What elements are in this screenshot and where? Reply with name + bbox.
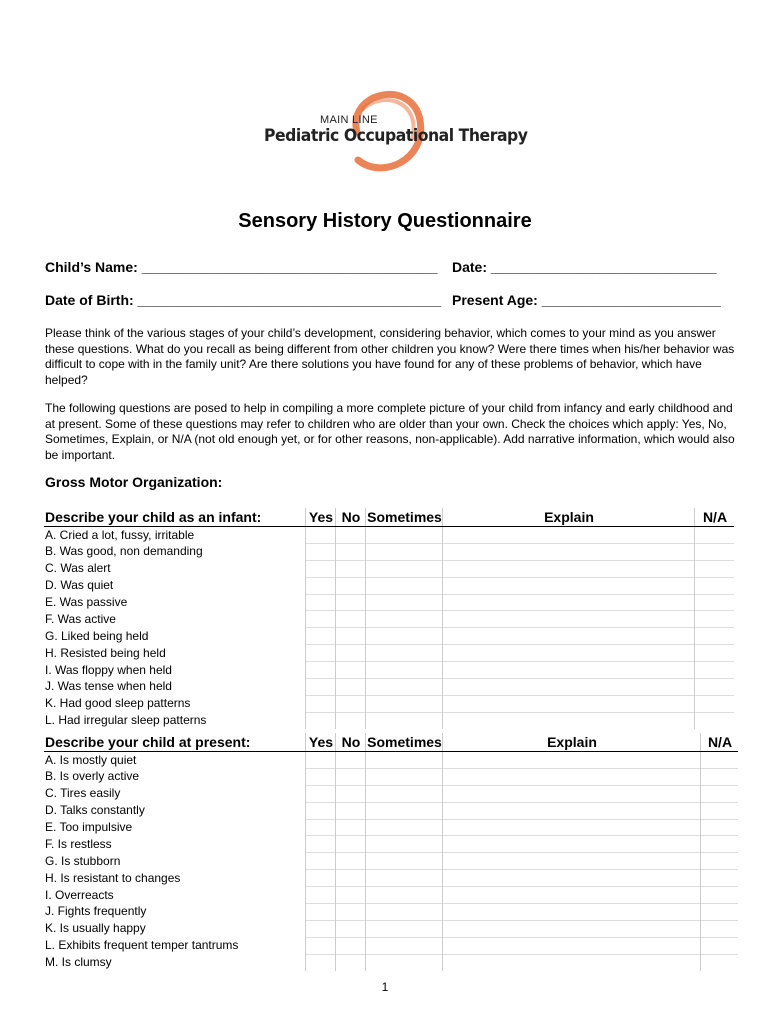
sometimes-cell[interactable] — [366, 594, 443, 611]
yes-cell[interactable] — [306, 645, 336, 662]
table-row — [44, 662, 734, 679]
na-cell[interactable] — [701, 853, 739, 870]
col-explain: Explain — [443, 508, 695, 527]
sometimes-cell[interactable] — [366, 577, 443, 594]
explain-cell[interactable] — [443, 836, 701, 853]
no-cell[interactable] — [336, 560, 366, 577]
no-cell[interactable] — [336, 768, 366, 785]
question-label: J. Was tense when held — [45, 679, 172, 694]
no-cell[interactable] — [336, 937, 366, 954]
question-label: K. Is usually happy — [45, 921, 146, 936]
sometimes-cell[interactable] — [366, 752, 443, 769]
question-label: L. Had irregular sleep patterns — [45, 712, 207, 727]
explain-cell[interactable] — [443, 712, 695, 728]
yes-cell[interactable] — [306, 628, 336, 645]
explain-cell[interactable] — [443, 611, 695, 628]
explain-cell[interactable] — [443, 819, 701, 836]
na-cell[interactable] — [701, 802, 739, 819]
question-label: B. Was good, non demanding — [45, 544, 203, 559]
table-row — [44, 853, 738, 870]
na-cell[interactable] — [701, 819, 739, 836]
question-label: F. Is restless — [45, 836, 112, 851]
explain-cell[interactable] — [443, 752, 701, 769]
sometimes-cell[interactable] — [366, 904, 443, 921]
sometimes-cell[interactable] — [366, 543, 443, 560]
col-yes: Yes — [306, 733, 336, 752]
table-row — [44, 768, 738, 785]
na-cell[interactable] — [695, 712, 735, 728]
question-label: C. Tires easily — [45, 786, 121, 801]
explain-cell[interactable] — [443, 785, 701, 802]
question-label: D. Was quiet — [45, 578, 114, 593]
question-label: F. Was active — [45, 611, 116, 626]
page-title: Sensory History Questionnaire — [238, 210, 532, 232]
sometimes-cell[interactable] — [366, 645, 443, 662]
table-row — [44, 802, 738, 819]
table-row — [44, 752, 738, 769]
yes-cell[interactable] — [306, 887, 336, 904]
explain-cell[interactable] — [443, 937, 701, 954]
question-label: M. Is clumsy — [45, 954, 112, 969]
table-row — [44, 712, 734, 728]
no-cell[interactable] — [336, 645, 366, 662]
no-cell[interactable] — [336, 785, 366, 802]
infant-table — [44, 508, 734, 729]
na-cell[interactable] — [695, 628, 735, 645]
present-age-field[interactable]: Present Age: _______________________ — [452, 292, 721, 308]
yes-cell[interactable] — [306, 695, 336, 712]
table-row — [44, 819, 738, 836]
na-cell[interactable] — [701, 887, 739, 904]
table-row — [44, 785, 738, 802]
explain-cell[interactable] — [443, 662, 695, 679]
question-label: I. Was floppy when held — [45, 662, 172, 677]
explain-cell[interactable] — [443, 870, 701, 887]
no-cell[interactable] — [336, 679, 366, 696]
explain-cell[interactable] — [443, 768, 701, 785]
no-cell[interactable] — [336, 527, 366, 544]
yes-cell[interactable] — [306, 543, 336, 560]
no-cell[interactable] — [336, 611, 366, 628]
question-label: E. Was passive — [45, 595, 128, 609]
no-cell[interactable] — [336, 904, 366, 921]
table-row — [44, 628, 734, 645]
yes-cell[interactable] — [306, 611, 336, 628]
no-cell[interactable] — [336, 594, 366, 611]
section-heading: Gross Motor Organization: — [45, 474, 223, 490]
yes-cell[interactable] — [306, 679, 336, 696]
intro-paragraph-1: Please think of the various stages of your child’s development, considering behavior, which comes to your mind as you answer these questions. What do you recall as being different from other children you know? Were there times when his/her behavior was difficult to cope with in the family unit? Are there solutions you have found for any of these problems of behavior, which have helped? — [45, 326, 735, 387]
explain-cell[interactable] — [443, 645, 695, 662]
sometimes-cell[interactable] — [366, 836, 443, 853]
explain-cell[interactable] — [443, 853, 701, 870]
sometimes-cell[interactable] — [366, 662, 443, 679]
explain-cell[interactable] — [443, 628, 695, 645]
na-cell[interactable] — [701, 937, 739, 954]
no-cell[interactable] — [336, 577, 366, 594]
infant-heading: Describe your child as an infant: — [44, 508, 306, 527]
col-explain: Explain — [443, 733, 701, 752]
sometimes-cell[interactable] — [366, 679, 443, 696]
explain-cell[interactable] — [443, 594, 695, 611]
yes-cell[interactable] — [306, 819, 336, 836]
table-row — [44, 836, 738, 853]
table-row — [44, 645, 734, 662]
yes-cell[interactable] — [306, 662, 336, 679]
na-cell[interactable] — [695, 679, 735, 696]
sometimes-cell[interactable] — [366, 937, 443, 954]
explain-cell[interactable] — [443, 695, 695, 712]
question-label: G. Liked being held — [45, 628, 149, 643]
yes-cell[interactable] — [306, 870, 336, 887]
dob-field[interactable]: Date of Birth: _______________________________________ — [45, 292, 442, 308]
intro-paragraph-2: The following questions are posed to help in compiling a more complete picture of your child from infancy and early childhood and at present. Some of these questions may refer to children who are older than your own. Check the choices which apply: Yes, No, Sometimes, Explain, or N/A (not old enough yet, or for other reasons, non-applicable). Add narrative information, which would also be important. — [45, 401, 735, 462]
yes-cell[interactable] — [306, 920, 336, 937]
sometimes-cell[interactable] — [366, 695, 443, 712]
explain-cell[interactable] — [443, 887, 701, 904]
na-cell[interactable] — [695, 611, 735, 628]
yes-cell[interactable] — [306, 594, 336, 611]
page-number: 1 — [381, 980, 389, 994]
present-table — [44, 733, 738, 971]
sometimes-cell[interactable] — [366, 611, 443, 628]
yes-cell[interactable] — [306, 752, 336, 769]
table-row — [44, 560, 734, 577]
no-cell[interactable] — [336, 695, 366, 712]
yes-cell[interactable] — [306, 712, 336, 728]
na-cell[interactable] — [701, 870, 739, 887]
sometimes-cell[interactable] — [366, 870, 443, 887]
col-no: No — [336, 733, 366, 752]
sometimes-cell[interactable] — [366, 802, 443, 819]
question-label: I. Overreacts — [45, 887, 114, 902]
col-sometimes: Sometimes — [367, 509, 442, 525]
table-row — [44, 611, 734, 628]
explain-cell[interactable] — [443, 904, 701, 921]
childs-name-field[interactable]: Child’s Name: ______________________________________ — [45, 259, 438, 275]
logo-line2: Pediatric Occupational Therapy — [264, 126, 528, 146]
table-row — [44, 695, 734, 712]
explain-cell[interactable] — [443, 954, 701, 970]
present-heading: Describe your child at present: — [44, 733, 306, 752]
yes-cell[interactable] — [306, 768, 336, 785]
yes-cell[interactable] — [306, 802, 336, 819]
no-cell[interactable] — [336, 920, 366, 937]
sometimes-cell[interactable] — [366, 768, 443, 785]
question-label: B. Is overly active — [45, 769, 140, 784]
na-cell[interactable] — [695, 695, 735, 712]
col-na: N/A — [701, 733, 739, 752]
na-cell[interactable] — [695, 577, 735, 594]
logo — [262, 80, 528, 180]
explain-cell[interactable] — [443, 920, 701, 937]
sometimes-cell[interactable] — [366, 920, 443, 937]
na-cell[interactable] — [701, 752, 739, 769]
sometimes-cell[interactable] — [366, 785, 443, 802]
question-label: K. Had good sleep patterns — [45, 696, 191, 711]
yes-cell[interactable] — [306, 527, 336, 544]
table-row — [44, 920, 738, 937]
table-row — [44, 543, 734, 560]
no-cell[interactable] — [336, 836, 366, 853]
col-na: N/A — [695, 508, 735, 527]
yes-cell[interactable] — [306, 577, 336, 594]
yes-cell[interactable] — [306, 836, 336, 853]
question-label: D. Talks constantly — [45, 803, 145, 818]
no-cell[interactable] — [336, 819, 366, 836]
table-row — [44, 527, 734, 544]
na-cell[interactable] — [701, 836, 739, 853]
explain-cell[interactable] — [443, 577, 695, 594]
yes-cell[interactable] — [306, 904, 336, 921]
col-no: No — [336, 508, 366, 527]
question-label: A. Cried a lot, fussy, irritable — [45, 527, 195, 542]
sometimes-cell[interactable] — [366, 819, 443, 836]
na-cell[interactable] — [695, 594, 735, 611]
no-cell[interactable] — [336, 712, 366, 728]
explain-cell[interactable] — [443, 560, 695, 577]
question-label: J. Fights frequently — [45, 904, 147, 919]
no-cell[interactable] — [336, 887, 366, 904]
table-row — [44, 937, 738, 954]
yes-cell[interactable] — [306, 853, 336, 870]
na-cell[interactable] — [701, 904, 739, 921]
sometimes-cell[interactable] — [366, 887, 443, 904]
sometimes-cell[interactable] — [366, 527, 443, 544]
col-sometimes: Sometimes — [367, 734, 442, 750]
na-cell[interactable] — [695, 527, 735, 544]
sometimes-cell[interactable] — [366, 560, 443, 577]
no-cell[interactable] — [336, 543, 366, 560]
na-cell[interactable] — [695, 560, 735, 577]
question-label: G. Is stubborn — [45, 853, 121, 868]
sometimes-cell[interactable] — [366, 628, 443, 645]
logo-line1: MAIN LINE — [320, 114, 378, 126]
na-cell[interactable] — [695, 645, 735, 662]
na-cell[interactable] — [701, 954, 739, 970]
table-row — [44, 577, 734, 594]
na-cell[interactable] — [695, 662, 735, 679]
no-cell[interactable] — [336, 802, 366, 819]
explain-cell[interactable] — [443, 802, 701, 819]
question-label: H. Is resistant to changes — [45, 870, 181, 885]
table-row — [44, 904, 738, 921]
sometimes-cell[interactable] — [366, 954, 443, 970]
table-row — [44, 954, 738, 970]
no-cell[interactable] — [336, 662, 366, 679]
no-cell[interactable] — [336, 870, 366, 887]
no-cell[interactable] — [336, 628, 366, 645]
explain-cell[interactable] — [443, 543, 695, 560]
na-cell[interactable] — [695, 543, 735, 560]
na-cell[interactable] — [701, 785, 739, 802]
yes-cell[interactable] — [306, 785, 336, 802]
date-field[interactable]: Date: _____________________________ — [452, 259, 717, 275]
yes-cell[interactable] — [306, 560, 336, 577]
question-label: E. Too impulsive — [45, 820, 133, 834]
question-label: A. Is mostly quiet — [45, 752, 137, 767]
yes-cell[interactable] — [306, 937, 336, 954]
yes-cell[interactable] — [306, 954, 336, 970]
question-label: C. Was alert — [45, 561, 111, 576]
question-label: H. Resisted being held — [45, 645, 166, 660]
no-cell[interactable] — [336, 853, 366, 870]
no-cell[interactable] — [336, 954, 366, 970]
no-cell[interactable] — [336, 752, 366, 769]
table-row — [44, 870, 738, 887]
table-row — [44, 887, 738, 904]
question-label: L. Exhibits frequent temper tantrums — [45, 938, 239, 953]
explain-cell[interactable] — [443, 679, 695, 696]
na-cell[interactable] — [701, 920, 739, 937]
sometimes-cell[interactable] — [366, 712, 443, 728]
sometimes-cell[interactable] — [366, 853, 443, 870]
table-row — [44, 679, 734, 696]
table-row — [44, 594, 734, 611]
explain-cell[interactable] — [443, 527, 695, 544]
col-yes: Yes — [306, 508, 336, 527]
na-cell[interactable] — [701, 768, 739, 785]
